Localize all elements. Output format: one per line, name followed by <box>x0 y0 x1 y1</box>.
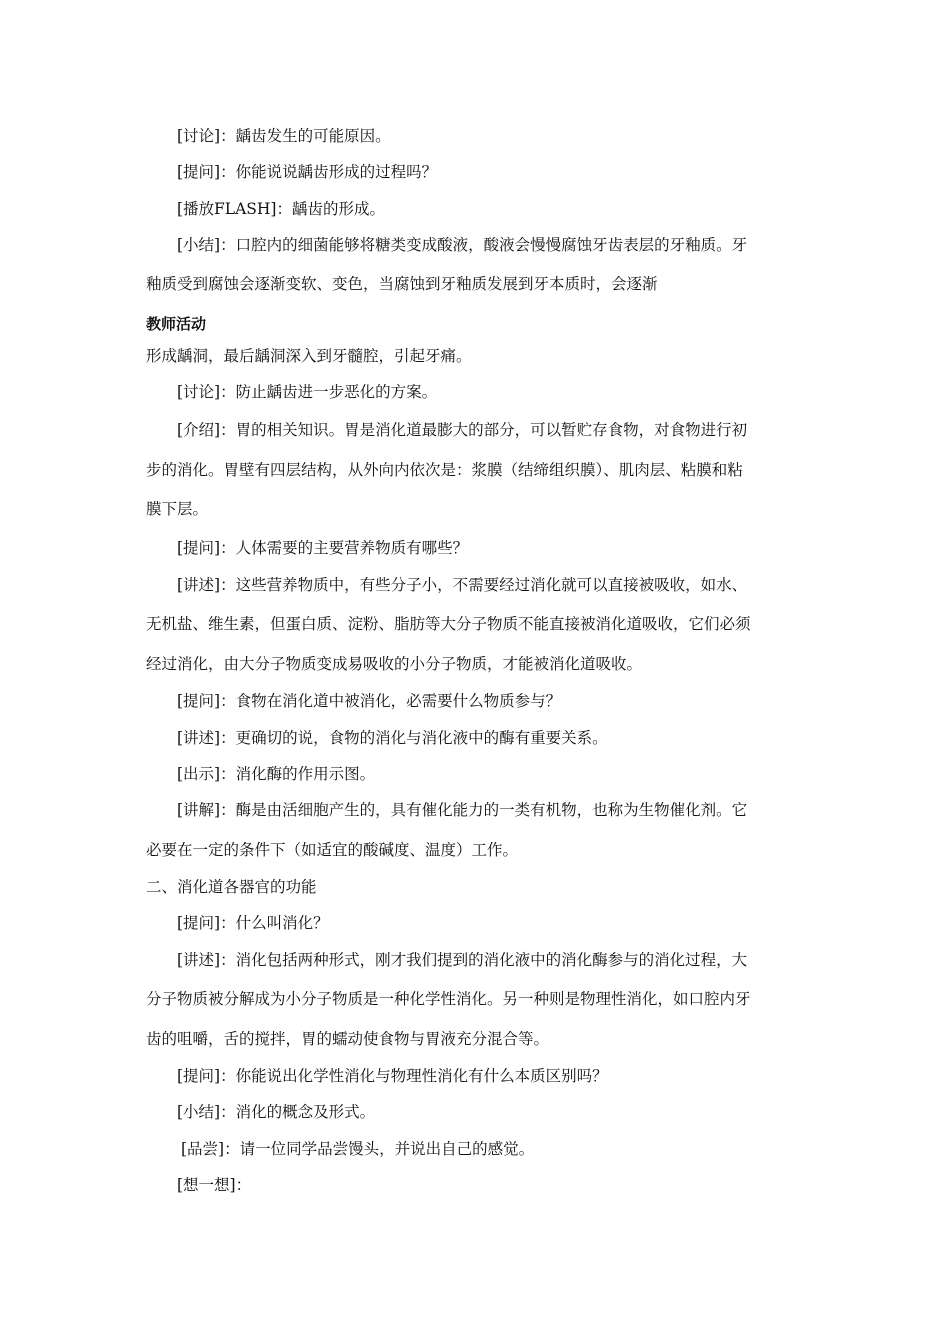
text-line: 经过消化，由大分子物质变成易吸收的小分子物质，才能被消化道吸收。 <box>146 655 643 673</box>
text-line: [小结]：消化的概念及形式。 <box>177 1103 376 1121</box>
text-line: [提问]：你能说出化学性消化与物理性消化有什么本质区别吗？ <box>177 1067 608 1085</box>
text-line: [讲述]：消化包括两种形式，刚才我们提到的消化液中的消化酶参与的消化过程，大 <box>177 951 748 969</box>
text-line: 无机盐、维生素，但蛋白质、淀粉、脂肪等大分子物质不能直接被消化道吸收，它们必须 <box>146 615 751 633</box>
text-line: [想一想]： <box>177 1176 252 1194</box>
text-line: 齿的咀嚼，舌的搅拌，胃的蠕动使食物与胃液充分混合等。 <box>146 1030 550 1048</box>
text-line: 步的消化。胃壁有四层结构，从外向内依次是：浆膜（结缔组织膜）、肌肉层、粘膜和粘 <box>146 461 743 479</box>
text-line: [播放FLASH]：龋齿的形成。 <box>177 200 385 218</box>
text-line: [讨论]：龋齿发生的可能原因。 <box>177 127 391 145</box>
text-line: 形成龋洞，最后龋洞深入到牙髓腔，引起牙痛。 <box>146 347 472 365</box>
text-line: 膜下层。 <box>146 500 209 518</box>
text-line: [提问]：什么叫消化？ <box>177 914 329 932</box>
text-line: [讲解]：酶是由活细胞产生的，具有催化能力的一类有机物，也称为生物催化剂。它 <box>177 801 748 819</box>
text-line: 必要在一定的条件下（如适宜的酸碱度、温度）工作。 <box>146 841 519 859</box>
text-line: [品尝]：请一位同学品尝馒头，并说出自己的感觉。 <box>181 1140 535 1158</box>
text-line: [出示]：消化酶的作用示图。 <box>177 765 376 783</box>
section-label: 教师活动 <box>146 315 207 333</box>
text-line: [介绍]：胃的相关知识。胃是消化道最膨大的部分，可以暂贮存食物，对食物进行初 <box>177 421 748 439</box>
text-line: [提问]：人体需要的主要营养物质有哪些？ <box>177 539 469 557</box>
text-line: 分子物质被分解成为小分子物质是一种化学性消化。另一种则是物理性消化，如口腔内牙 <box>146 990 751 1008</box>
text-line: [小结]：口腔内的细菌能够将糖类变成酸液，酸液会慢慢腐蚀牙齿表层的牙釉质。牙 <box>177 236 748 254</box>
text-line: [讨论]：防止龋齿进一步恶化的方案。 <box>177 383 438 401</box>
text-line: [讲述]：这些营养物质中，有些分子小，不需要经过消化就可以直接被吸收，如水、 <box>177 576 748 594</box>
text-line: 釉质受到腐蚀会逐渐变软、变色，当腐蚀到牙釉质发展到牙本质时，会逐渐 <box>146 275 658 293</box>
section-heading: 二、消化道各器官的功能 <box>146 878 317 896</box>
text-line: [讲述]：更确切的说，食物的消化与消化液中的酶有重要关系。 <box>177 729 608 747</box>
text-line: [提问]：食物在消化道中被消化，必需要什么物质参与？ <box>177 692 562 710</box>
text-line: [提问]：你能说说龋齿形成的过程吗？ <box>177 163 438 181</box>
